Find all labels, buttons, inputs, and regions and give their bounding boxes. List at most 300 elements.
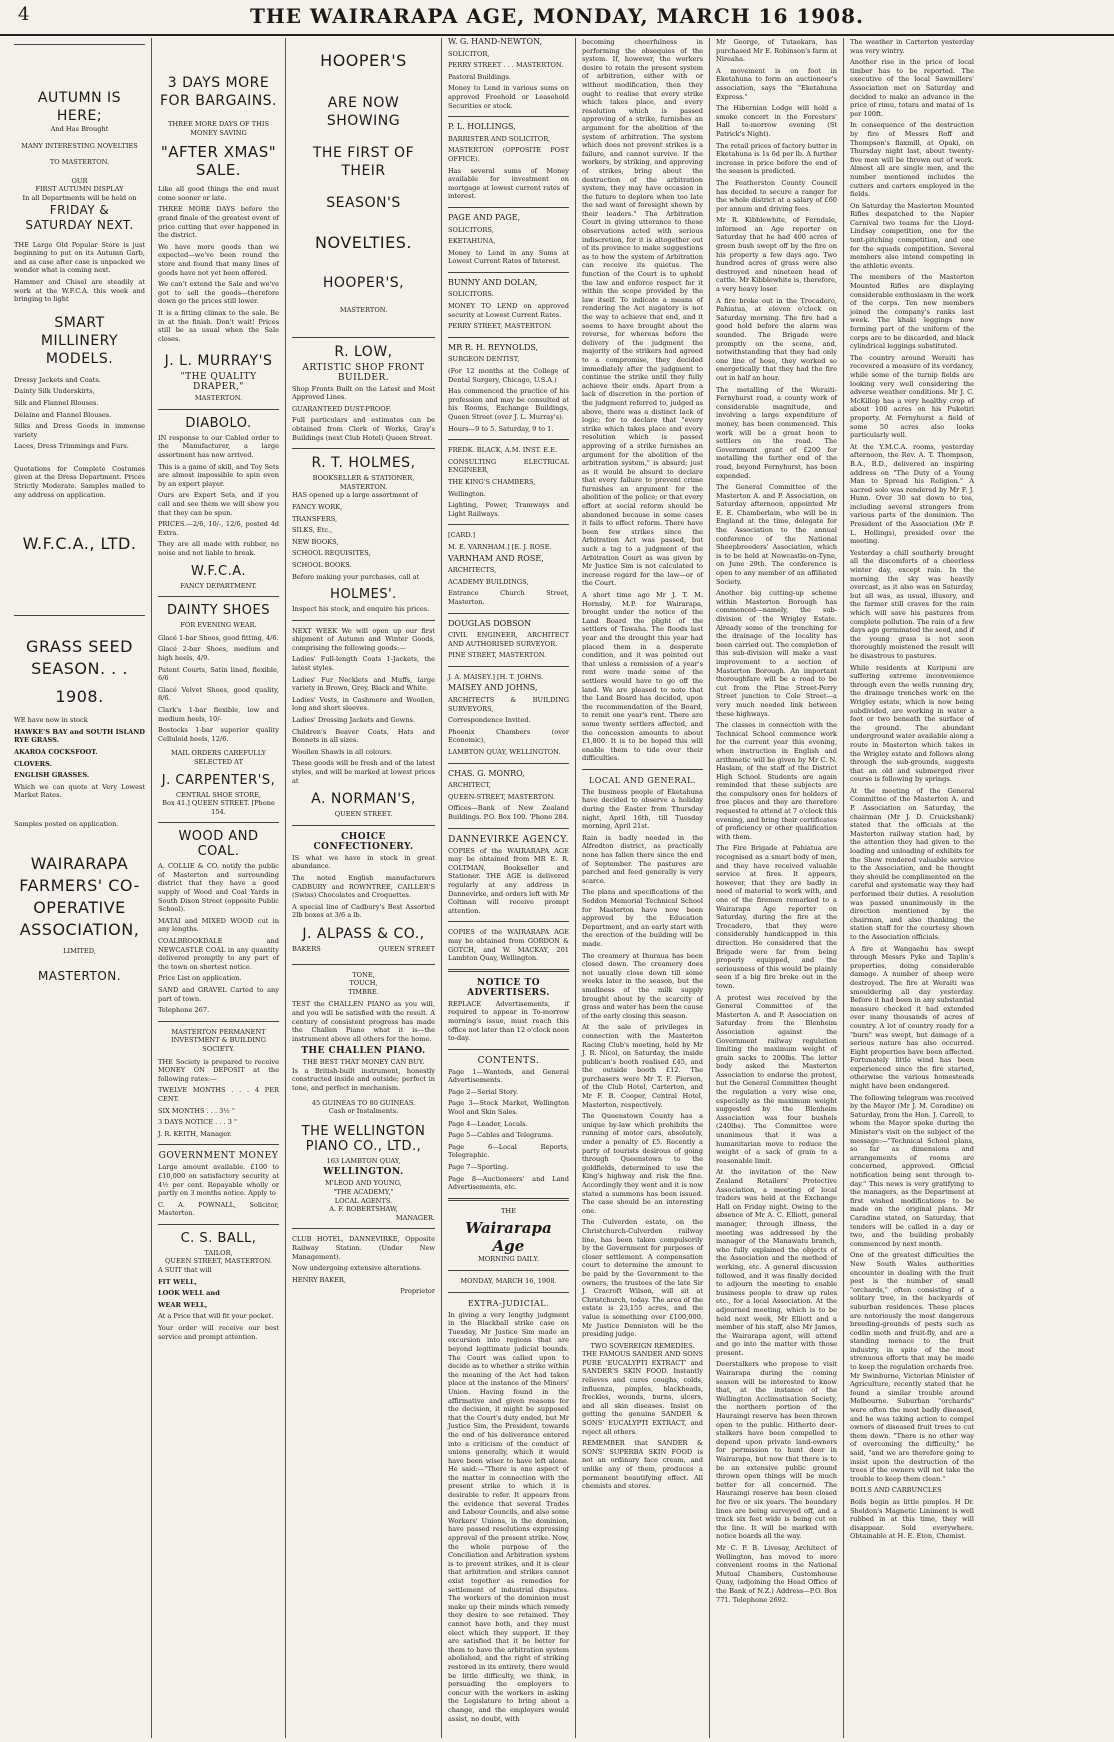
locals-text <box>582 788 703 1339</box>
hoopers-footer: HOOPER'S, <box>322 275 405 291</box>
sale-text <box>158 185 279 343</box>
wood-coal-text <box>158 862 279 1015</box>
text-block: At the sale of privileges in connection with the Masterton Racing Club's meeting, held by Mr J. R. Nicol, on Saturday, the inside publican's booth realised £45, and the outside booth £12. The purchasers were Mr T. F. Pierson, of the Club Hotel, Carterton, and Mr F. B. Cooper, Central Hotel, Masterton, respectively. <box>582 1023 703 1109</box>
text-block: Another rise in the price of local timber has to be reported. The executive of the local Sawmillers' Association met on Saturday and decided to make an advance in the price of rimu, totara and matai of 1s per 100ft. <box>850 58 974 118</box>
text-block: GUARANTEED DUST-PROOF. <box>292 404 392 413</box>
column-4 <box>442 38 576 1738</box>
text-block: Rain is badly needed in the Alfredton district, as practically none has fallen there since the end of September. The pastures are parched and feed generally is very scarce. <box>582 833 703 885</box>
text-block: CLUB HOTEL, DANNEVIRKE, Opposite Railway Station. (Under New Management). <box>292 1235 435 1261</box>
professional-cards <box>448 38 569 822</box>
text-block: Silk and Flannel Blouses. <box>14 398 99 407</box>
text-block: PERRY STREET . . . MASTERTON. <box>448 61 564 70</box>
tone: TONE, <box>352 970 375 979</box>
text-block: Telephone 267. <box>158 1006 210 1015</box>
three-days-heading: 3 DAYS MORE FOR BARGAINS. <box>159 75 278 109</box>
norman-street: QUEEN STREET. <box>334 810 393 819</box>
text-block: VARNHAM AND ROSE, <box>448 553 544 563</box>
text-block: In giving a very lengthy judgment in the Blackball strike case on Tuesday, Mr Justice Sim made an excursion into regions that are beyond legitimate judicial bounds. The Court was called upon to decide as to whether a strike within the meaning of the Act had taken place at the instance of the Miners' Union. Having found in the affirmative and given reasons for the decision, it might be supposed that the Court's duty ended, but Mr Justice Sim, the President, towards the end of his deliverance entered into a criticism of the conduct of unions generally, which it would have been wiser to have left alone. He said:—"There is one aspect of the matter in connection with the present strike to which it is desirable to refer. It appears from the evidence that several Trades and Labour Councils, and also some Workers' Unions, in the dominion, have passed resolutions expressing approval of the present strike. Now, the whole purpose of the Conciliation and Arbitration system is to prevent strikes, and it is clear that arbitration and strikes cannot exist together as remedies for settlement of industrial disputes. The workers of the dominion must make up their minds which remedy they desire to see retained. They cannot have both, and they must elect which they support. If they are satisfied that it be better for them to have the arbitration system abolished, and the right of striking restored in its entirety, there would be little difficulty, we think, in persuading the employers to concur with the workers in asking the Legislature to bring about a change, and the employers would assist, no doubt, with <box>448 1310 569 1723</box>
display-days: In all Departments will be held on <box>22 193 137 202</box>
locals-col7 <box>850 38 974 1541</box>
text-block: Page 1—Wanteds, and General Advertisements. <box>448 1067 569 1085</box>
text-block: BARRISTER AND SOLICITOR, <box>448 134 551 143</box>
fancy-dept: FANCY DEPARTMENT. <box>180 581 257 590</box>
notice-advertisers: NOTICE TO ADVERTISERS. <box>467 977 550 998</box>
wellington-piano: THE WELLINGTON PIANO CO., LTD., <box>301 1123 426 1154</box>
friday-saturday: FRIDAY & SATURDAY NEXT. <box>25 202 134 232</box>
text-block: The Culverden estate, on the Christchurch-Culverden railway line, has been taken compulsorily by the Government for purposes of closer settlement. A compensation court to determine the amount to be paid by the Government to the owners, the trustees of the late Sir J. Cracroft Wilson, will sit at Christchurch, today. The area of the estate is 23,155 acres, and the value is something over £100,000. Mr Justice Denniston will be the presiding judge. <box>582 1218 703 1339</box>
issue-date: MONDAY, MARCH 16, 1908. <box>460 1277 557 1285</box>
manager: MANAGER. <box>395 1213 435 1222</box>
text-block: (For 12 months at the College of Dental Surgery, Chicago, U.S.A.) <box>448 367 569 384</box>
text-block: While residents at Kuripuni are suffering extreme inconvenience through even the wells running dry, the drainage trenches work on the Wrigley estate, which is now being subdivided, are working in water a foot or two beneath the surface of the ground. The abundant underground water available along a route in Masterton which takes in the Wrigley estate and follows along through the sub-grounds, suggests that an old and submerged river course is following by springs. <box>850 663 974 784</box>
text-block: THE Society is prepared to receive MONEY ON DEPOSIT at the following rates:— <box>158 1057 279 1083</box>
text-block: The noted English manufacturers CADBURY and ROWNTREE, CAILLER'S (Swiss) Chocolates and Croquettes. <box>292 873 435 900</box>
text-block: QUEEN-STREET, MASTERTON. <box>448 792 556 801</box>
text-block: PERRY STREET, MASTERTON. <box>448 322 552 331</box>
text-block: It is a fitting climax to the sale. Be in at the finish. Don't wait! Prices still be as usual when the Sale closes. <box>158 308 279 343</box>
text-block: In consequence of the destruction by fire of Messrs Roff and Thompson's flaxmill, at Opaki, on Thursday night last, about twenty-five men will be thrown out of work. Almost all are single men, and the number mentioned includes the cutters and carters employed in the fields. <box>850 121 974 199</box>
text-block: Page 8—Auctioneers' and Land Advertisements, etc. <box>448 1174 569 1192</box>
text-block: The members of the Masterton Mounted Rifles are displaying considerable enthusiasm in the work of the corps. Ten new members joined the company's ranks last week. The khaki leggings now forming part of the uniform of the corps are to be discarded, and black cylindrical leggings substituted. <box>850 273 974 351</box>
r-low-text <box>292 385 435 443</box>
text-block: PRICES.—2/6, 10/-, 12/6, posted 4d Extra. <box>158 520 279 537</box>
carpenters: J. CARPENTER'S, <box>161 772 276 788</box>
society-text <box>158 1058 279 1139</box>
page-number: 4 <box>18 4 30 25</box>
text-block: IS what we have in stock in great abundance. <box>292 853 435 871</box>
text-block: The metalling of the Weraiti-Fernyhurst road, a county work of considerable magnitude, and involving a large expenditure of money, has been commenced. This work will be a great boon to settlers on the road. The Government grant of £200 for metalling the farther end of the road, beyond Fernyhurst, has been expended. <box>716 385 837 480</box>
text-block: Page 7—Sporting. <box>448 1163 509 1172</box>
grass-list <box>14 716 145 828</box>
text-block: P. L. HOLLINGS, <box>448 122 516 132</box>
text-block: The Hibernian Lodge will hold a smoke concert in the Foresters' Hall to-morrow evening (St Patrick's Night). <box>716 104 837 138</box>
text-block: Mr R. Kibblewhite, of Ferndale, informed an Age reporter on Saturday that he had 400 acres of green bush swept off by the fire on his property a few days ago. Two hundred acres of grass were also destroyed and nineteen head of cattle. Mr Kibblewhite is, therefore, a very heavy loser. <box>716 216 837 294</box>
text-block: A fire at Wangaehu has swept through Messrs Pyke and Taplin's properties, doing considerable damage. A number of sheep were destroyed. The fire at Weraiti was smouldering all day yesterday. Before it had been in any substantial measure checked it had extended over many thousands of acres of country. A lot of country ready for a "burn" was swept, but damage of a serious nature has also occurred. Eight properties have been affected. Fortunately little wind has been experienced since the fire started, otherwise the various homesteads might have been endangered. <box>850 944 974 1091</box>
text-block: Wellington. <box>448 489 486 498</box>
dainty-shoes: DAINTY SHOES <box>167 603 270 619</box>
text-block: The retail prices of factory butter in Eketahuna is 1s 6d per lb. A further increase in price before the end of the season is predicted. <box>716 141 837 176</box>
text-block: Patent Courts, Satin lined, flexible, 6/6 <box>158 665 279 683</box>
text-block: Ladies' Dressing Jackets and Gowns. <box>292 716 416 725</box>
robertshaw: A. F. ROBERTSHAW, <box>329 1205 398 1214</box>
text-block: Ladies' Vests, in Cashmere and Woollen, long and short sleeves. <box>292 695 435 713</box>
text-block: ACADEMY BUILDINGS, <box>448 577 529 586</box>
the-label: THE <box>501 1206 516 1215</box>
text-block: Which we can quote at Very Lowest Market Rates. <box>14 782 145 800</box>
text-block: FANCY WORK, <box>292 502 343 511</box>
column-3 <box>286 38 442 1738</box>
text-block: Money to Lend in various sums on approved Freehold or Leasehold Securities or stock. <box>448 84 569 110</box>
text-block: This is a game of skill, and Toy Sets are almost impossible to spin even by an expert player. <box>158 462 279 488</box>
novelties-line: MANY INTERESTING NOVELTIES <box>21 141 138 150</box>
text-block: The weather in Carterton yesterday was very wintry. <box>850 38 974 55</box>
challen-text <box>292 1000 435 1043</box>
text-block: A. COLLIE & CO. notify the public of Masterton and surrounding district that they have a good supply of Wood and Coal Yards in South Dixon Street (opposite Public School). <box>158 862 279 914</box>
wfca-ltd: W.F.C.A., LTD. <box>22 534 137 554</box>
text-block: COALBROOKDALE and NEWCASTLE COAL in any quantity delivered promptly to any part of the town on shortest notice. <box>158 937 279 971</box>
text-block: SOLICITORS, <box>448 225 494 234</box>
text-block: Ours are Expert Sets, and if you call and see them we will show you that they can be spun. <box>158 491 279 517</box>
text-block: M. E. VARNHAM.] [E. J. ROSE. <box>448 542 552 551</box>
text-block: The classes in connection with the Technical School commence work for the current year this evening, when instruction in English and arithmetic will be given by Mr C. N. Haslam, of the staff of the District High School. Students are again reminded that these subjects are the compulsory ones for holders of free places and they are therefore requested to attend at 7 o'clock this evening, and bring their certificates of proficiency or other qualification with them. <box>716 721 837 841</box>
column-1 <box>8 38 152 1738</box>
text-block: Samples posted on application. <box>14 820 119 828</box>
text-block: COPIES of the WAIRARAPA AGE may be obtained from MR E. R. COLTMAN, Bookseller and Stationer. THE AGE is delivered regularly at any address in Dannevirke, and orders left with Mr Coltman will receive prompt attention. <box>448 846 569 915</box>
jl-murrays: J. L. MURRAY'S <box>164 353 273 370</box>
text-block: SILKS, Etc., <box>292 526 333 535</box>
text-block: Correspondence Invited. <box>448 716 531 725</box>
text-block: TRANSFERS, <box>292 514 338 523</box>
remedies-text <box>582 1350 703 1491</box>
text-block: CHAS. G. MONRO, <box>448 768 525 778</box>
text-block: Glacé Velvet Shoes, good quality, 8/6. <box>158 685 279 703</box>
shoes-list <box>158 634 279 744</box>
a-normans: A. NORMAN'S, <box>311 791 416 808</box>
text-block: A short time ago Mr J. T. M. Hornsby, M.P. for Wairarapa, brought under the notice of the Land Board the plight of the settlers of Tawaha. The floods last year and the drought this year had placed them in a desperate condition, and it was pointed out that unless a remission of a year's rent were made some of the settlers would have to go off the land. We are pleased to note that the Land Board has decided, upon the recommendation of the Board, to remit one year's rent. There are some twenty settlers affected, and the concession amounts to about £1,800. It is to be hoped this will enable them to tide over their difficulties. <box>582 591 703 763</box>
text-block: Inspect his stock, and enquire his prices. <box>292 605 430 614</box>
text-block: Page 3—Stock Market, Wellington Wool and Skin Sales. <box>448 1099 569 1117</box>
text-block: LAMBTON QUAY, WELLINGTON. <box>448 748 561 757</box>
extra-judicial-heading: EXTRA-JUDICIAL. <box>467 1298 550 1308</box>
text-block: THE FAMOUS SANDER AND SONS PURE 'EUCALYPTI EXTRACT' and SANDER'S SKIN FOOD. Instantly relieves and cures coughs, colds, influenza, pimples, blackheads, freckles, wounds, burns, ulcers, and all skin diseases. Insist on getting the genuine SANDER & SONS' EUCALYPTI EXTRACT, and reject all others. <box>582 1350 703 1436</box>
bookseller: BOOKSELLER & STATIONER, <box>312 474 415 483</box>
text-block: Before making your purchases, call at <box>292 572 420 581</box>
diabolo-text <box>158 434 279 558</box>
text-block: QUEEN STREET <box>378 944 435 953</box>
holmes-inspect <box>292 605 435 614</box>
holmes-text <box>292 491 435 581</box>
text-block: ARCHITECTS, <box>448 566 497 575</box>
text-block: At the invitation of the New Zealand Retailers' Protective Association, a meeting of local traders was held at the Exchange Hall on Friday night. Owing to the absence of Mr A. C. Elliott, general manager, through illness, the meeting was addressed by the manager of the Manawatu branch, who fully explained the objects of the Association and the method of working, etc. A general discussion followed, and it was finally decided to adjourn the meeting to enable business people to draw up rules etc., for a local Association. At the adjourned meeting, which is to be held next week, Mr Elliott and a member of his staff, also Mr James, the Wairarapa agent, will attend and go into the matter with those present. <box>716 1168 837 1357</box>
text-block: Like all good things the end must come sooner or late. <box>158 185 279 202</box>
text-block: IN response to our Cabled order to the Manufacturer, a large assortment has now arrived. <box>158 433 279 460</box>
ball-text <box>158 1266 279 1341</box>
wfca-fancy: W.F.C.A. <box>190 563 247 579</box>
millinery-list <box>14 376 145 451</box>
local-agents: LOCAL AGENTS. <box>334 1196 393 1205</box>
text-block: Woollen Shawls in all colours. <box>292 747 392 756</box>
wairarapa-age-logo: Wairarapa Age <box>465 1219 552 1256</box>
text-block: Boils begin as little pimples. H Dr. Sheldon's Magnetic Liniment is well rubbed in at this time, they will disappear. Sold everywhere. Obtainable at H. E. Eton, Chemist. <box>850 1497 974 1541</box>
column-6 <box>710 38 844 1738</box>
text-block: One of the greatest difficulties the New South Wales authorities encounter in dealing with the fruit pest is the number of small "orchards," often consisting of a solitary tree, in the backyards of suburban residences. These places are notoriously the most dangerous breeding-grounds of pests such as codlin moth and fruit-fly, and are a standing menace to the fruit industry, in spite of the most strenuous efforts that may be made to keep the regulation orchards free. Mr Swinburne, Victorian Minister of Agriculture, recently stated that he found a similar trouble around Melbourne. Suburban "orchards" were often the most badly diseased, and he was taking action to compel owners of diseased fruit trees to cut them down. "There is no other way of overcoming the difficulty," he said, "and we are therefore going to insist upon the destruction of the trees if the owners will not take the trouble to keep them clean." <box>850 1251 974 1483</box>
text-block: CLOVERS. <box>14 759 52 768</box>
text-block: Another big cutting-up scheme within Masterton Borough has commenced—namely, the sub-division of the Wrigley Estate. Already some of the trenching for the drainage of the locality has been carried out. The completion of this sub-division will make a vast improvement to a section of Masterton Borough. An important thoroughfare will be a road to be cut from the Pine Street-Perry Street junction to Cole Street—a very much needed link between these highways. <box>716 589 837 718</box>
text-block: At the meeting of the General Committee of the Masterton A. and P. Association on Saturday, the chairman (Mr J. D. Cruickshank) stated that the officials at the Masterton railway station had, by the attention they had given to the loading and unloading of exhibits for the Show rendered valuable service to the Association, and he thought they should be complimented on the careful and systematic way they had performed their duties. A resolution was passed unanimously in the direction mentioned by the chairman, and also thanking the station staff for the courtesy shown to the Association officials. <box>850 786 974 941</box>
text-block: ARCHITECT, <box>448 781 491 790</box>
dannevirke-agency: DANNEVIRKE AGENCY. <box>448 834 569 845</box>
govt-money-text <box>158 1163 279 1218</box>
text-block: The creamery at Ihuraua has been closed down. The creamery does not usually close down till some weeks later in the season, but the smallness of the milk supply brought about by the scarcity of grass and water has been the cause of the early closing this season. <box>582 951 703 1020</box>
year-1908: 1908. <box>55 687 104 707</box>
govt-money: GOVERNMENT MONEY <box>158 1151 279 1162</box>
text-block: NEW BOOKS, <box>292 537 339 546</box>
text-block: C. A. POWNALL, Solicitor, Masterton. <box>158 1200 279 1218</box>
store-text <box>14 241 145 304</box>
column-5 <box>576 38 710 1738</box>
text-block: SIX MONTHS . . . 3½ " <box>158 1106 235 1115</box>
limited: LIMITED, <box>63 946 96 955</box>
wellington: WELLINGTON. <box>323 1167 404 1178</box>
text-block: SOLICITOR, <box>448 49 490 58</box>
text-block: The Fire Brigade at Pahiatua are recognised as a smart body of men, and they have received valuable service at fires. It appears, however, that they are badly in need of material to work with, and one of the firemen remarked to a Wairarapa Age reporter on Saturday, during the fire at the Trocadero, that they were considerably handicapped in this direction. He considered that the Brigade were far from being properly equipped, and the seriousness of this would be plainly seen if a big fire broke out in the town. <box>716 844 837 990</box>
text-block: WEAR WELL, <box>158 1300 208 1309</box>
timbre: TIMBRE. <box>348 987 379 996</box>
text-block: Delaine and Flannel Blouses. <box>14 410 112 419</box>
text-block: Silks and Dress Goods in immense variety <box>14 422 145 439</box>
local-general-heading: LOCAL AND GENERAL. <box>588 775 697 785</box>
text-block: CONSULTING ELECTRICAL ENGINEER, <box>448 457 569 475</box>
text-block: W. G. HAND-NEWTON, <box>448 38 543 46</box>
our-line: OUR <box>71 176 88 185</box>
text-block: EKETAHUNA, <box>448 237 496 246</box>
text-block: WE have now in stock <box>14 716 88 725</box>
building-society: MASTERTON PERMANENT INVESTMENT & BUILDING SOCIETY. <box>171 1027 266 1053</box>
text-block: 3 DAYS NOTICE . . . 3 " <box>158 1118 238 1127</box>
text-block: The business people of Eketahuna have decided to observe a holiday during the Easter from Thursday night, April 16th, till Tuesday morning, April 21st. <box>582 787 703 831</box>
text-block: Lighting, Power, Tramways and Light Railways. <box>448 501 569 518</box>
rt-holmes: R. T. HOLMES, <box>311 455 416 472</box>
cash-instalments: Cash or Instalments. <box>328 1107 399 1116</box>
text-block: THE KING'S CHAMBERS, <box>448 477 536 486</box>
text-block: A fire broke out in the Trocadero, Pahiatua, at eleven o'clock on Saturday morning. The fire had a good hold before the alarm was sounded. The Brigade were promptly on the scene, and, notwithstanding that they had only one line of hose, they worked so energetically that they had the fire out in half an hour. <box>716 296 837 382</box>
murray-masterton: MASTERTON. <box>194 394 243 403</box>
norman-text <box>292 627 435 786</box>
text-block: Mr George, of Tutaekara, has purchased Mr E. Robinson's farm at Nireaha. <box>716 38 837 64</box>
text-block: These goods will be fresh and of the latest styles, and will be marked at lowest prices at <box>292 759 435 785</box>
text-block: Is a British-built instrument, honestly constructed inside and outside; perfect in tone, and perfect in mechanism. <box>292 1066 435 1093</box>
text-block: Entrance Church Street, Masterton. <box>448 589 569 606</box>
text-block: Quotations for Complete Costumes given at the Dress Department. Prices Strictly Moderate. Samples mailed to any address on application. <box>14 464 145 499</box>
text-block: Shop Fronts Built on the Latest and Most Approved Lines. <box>292 384 435 402</box>
newspaper-title: THE WAIRARAPA AGE, MONDAY, MARCH 16 1908. <box>250 4 864 28</box>
text-block: TEST the CHALLEN PIANO as you will, and you will be satisfied with the result. A century of consistent progress has made the Challen Piano what it is—the instrument above all others for the home. <box>292 1000 435 1043</box>
r-low: R. LOW, <box>334 343 393 360</box>
text-block: The plans and specifications of the Seddon Memorial Technical School for Masterton have now been approved by the Education Department, and an early start with the erection of the building will be made. <box>582 888 703 948</box>
text-block: CIVIL ENGINEER, ARCHITECT AND AUTHORISED SURVEYOR. <box>448 631 569 648</box>
text-block: HENRY BAKER, <box>292 1275 346 1284</box>
text-block: Your order will receive our best service and prompt attention. <box>158 1324 279 1341</box>
diabolo-heading: DIABOLO. <box>185 415 252 431</box>
text-block: The General Committee of the Masterton A. and P. Association, on Saturday afternoon, appointed Mr E. E. Chamberlain, who will be in England at the time, delegate for the Association to the annual conference of the National Sheepbreeders' Association, which is to be held at Newcastle-on-Tyne, on June 29th. The conference is open to any member of an affiliated Society. <box>716 483 837 586</box>
text-block: Price List on application. <box>158 974 242 983</box>
quotations-text <box>14 465 145 499</box>
text-block: Clark's 1-bar flexible, low and medium heels, 10/- <box>158 705 279 723</box>
text-block: On Saturday the Masterton Mounted Rifles despatched to the Napier Carnival two teams for the Lloyd-Lindsay competition, one for the tent-pitching competition, and one for the squads competition. Several members also intend competing in the athletic events. <box>850 201 974 270</box>
confectionery-text <box>292 854 435 920</box>
holmes-masterton: MASTERTON. <box>339 482 388 491</box>
text-block: MAISEY AND JOHNS, <box>448 683 538 693</box>
wood-coal: WOOD AND COAL. <box>178 829 259 860</box>
to-masterton: TO MASTERTON. <box>49 158 110 167</box>
text-block: Now undergoing extensive alterations. <box>292 1264 422 1273</box>
text-block: THREE MORE DAYS before the grand finale of the greatest event of price cutting that ever happened in the district. <box>158 205 279 240</box>
shop-front-builder: ARTISTIC SHOP FRONT BUILDER. <box>302 362 425 383</box>
text-block: HAS opened up a large assortment of <box>292 491 418 500</box>
text-block: Hours—9 to 5. Saturday, 9 to 1. <box>448 424 554 433</box>
text-block: Has several sums of Money available for investment on mortgage at lowest current rates of interest. <box>448 166 569 201</box>
text-block: A movement is on foot in Eketahuna to form an auctioneer's association, says the "Eketahuna Express." <box>716 66 837 101</box>
hoopers-masterton: MASTERTON. <box>339 306 388 314</box>
text-block: Has commenced the practice of his profession and may be consulted at his Rooms, Exchange Buildings, Queen Street (over J. L. Murray's). <box>448 387 569 421</box>
contents-list <box>448 1068 569 1192</box>
holmes-footer: HOLMES'. <box>330 587 397 603</box>
text-block: Page 2—Serial Story. <box>448 1087 519 1096</box>
challen-piano: THE CHALLEN PIANO. <box>301 1046 426 1057</box>
money-saving: THREE MORE DAYS OF THIS MONEY SAVING <box>168 120 269 137</box>
text-block: Ladies' Full-length Coats 1-Jackets, the latest styles. <box>292 655 435 673</box>
text-block: TWELVE MONTHS . . . 4 PER CENT. <box>158 1086 279 1103</box>
text-block: J. R. KEITH, Manager. <box>158 1129 232 1138</box>
confectionery: CHOICE CONFECTIONERY. <box>313 831 414 852</box>
text-block: REPLACE Advertisements, if required to appear in To-morrow morning's issue, must reach this office not later than 12 o'clock noon to-day. <box>448 999 569 1043</box>
text-block: Mr C. P. B. Livesay, Architect of Wellington, has moved to more convenient rooms in the National Mutual Chambers, Customhouse Quay, (adjoining the Head Office of the Bank of N.Z.) Address—P.O. Box 771. Telephone 2692. <box>716 1543 837 1604</box>
text-block: The following telegram was received by the Mayor (Mr J. M. Coradine) on Saturday, from the Hon. J. Carroll, to whom the Mayor spoke during the Minister's visit on the subject of the message:—"Technical School plans, so far as dimensions and arrangements of rooms are concerned, approved. Official notification being sent through to-day." This news is very gratifying to the managers, as the Department at first wished modifications to be made on the original plans. Mr Caradine stated, on Saturday, that tenders will be called in a day or two, and the building probably commenced by next month. <box>850 1093 974 1248</box>
now-showing: ARE NOW SHOWING <box>326 95 401 129</box>
shoe-address: Box 41.] QUEEN STREET. [Phone 154. <box>162 799 275 816</box>
text-block: THE Large Old Popular Store is just beginning to put on its Autumn Garb, and as case after case is unpacked we wonder what is coming next. <box>14 240 145 275</box>
text-block: The country around Weraiti has recovered a measure of its verdancy, while some of the turnip fields are looking very well considering the adverse weather conditions. Mr J. C. McKillop has a very healthy crop of about 100 acres on his Puketiri property. At Fernyhurst a field of some 50 acres also looks particularly well. <box>850 353 974 440</box>
text-block: At a Price that will fit your pocket. <box>158 1312 274 1321</box>
first-of-their: THE FIRST OF THEIR <box>312 145 415 179</box>
text-block: becoming cheerfulness in performing the obsequies of the system. If, however, the workers desire to retain the present system of arbitration, either with or without modification, then they ought to realise that every strike which takes place, and every resolution which is passed approving of a strike, furnishes an argument for the abolition of the system of arbitration. The system which does not prevent strikes is a failure, and cannot survive. If the workers, by striking, and approving of strikes, bring about the destruction of the arbitration system, they may have occasion in the future to deplore when too late the sad want of foresight shown by their leaders." The Arbitration Court in giving utterance to these observations acted with serious indiscretion, for it is altogether out of its province to make suggestions as to how the system of Arbitration can receive its quietus. The function of the Court is to uphold the law and enforce respect for it within the scope provided by the law itself. To indicate a means of rendering the Act nugatory is not the way to achieve that end, and it seems to have brought about the reverse, for whereas before the delivery of the judgment the majority of the strikers had agreed to a compromise, they decided immediately after the judgment to continue the strike until they fully achieve their ends. Apart from a lack of discretion in the portion of the judgment referred to, judged as above, there was a distinct lack of logic; for to declare that "every strike which takes place and every resolution which is passed approving of a strike furnishes an argument for the abolition of the arbitration system," is absurd; just as it would be absurd to declare that every failure to prevent crime furnishes an argument for the abolition of the police; or that every effort at social reform should be abandoned because in some cases it fails to effect reform. There have been few strikes since the Arbitration Act was passed, but such a tag to a judgment of the Arbitration Court as was given by Mr Justice Sim is not calculated to increase regard for the law—or of the Court. <box>582 38 703 588</box>
text-block: HAWKE'S BAY and SOUTH ISLAND RYE GRASS. <box>14 727 145 745</box>
text-block: A protest was received by the General Committee of the Masterton A. and P. Association on Saturday from the Blenheim Association against the Government railway regulation limiting the maximum weight of grain sacks to 200lbs. The letter body asked the Masterton Association to endorse the protest, but the General Committee thought the regulation a very wise one, especially as the maximum weight suggested by the Blenheim Association was four bushels (240lbs). The Committee were unanimous that it was a humanitarian move to reduce the weight of a sack of grain to a reasonable limit. <box>716 993 837 1165</box>
text-block: A SUIT that will <box>158 1266 212 1275</box>
text-block: Dressy Jackets and Coats. <box>14 375 101 384</box>
text-block: SOLICITORS. <box>448 290 494 299</box>
text-block: DOUGLAS DOBSON <box>448 618 532 628</box>
novelties: NOVELTIES. <box>315 233 412 252</box>
text-block: Bostocks 1-bar superior quality Celluloid heels, 12/6. <box>158 726 279 743</box>
cs-ball: C. S. BALL, <box>180 1230 257 1246</box>
text-block: They are all made with rubber, no noise and not liable to break. <box>158 540 279 557</box>
text-block: A special line of Cadbury's Best Assorted 2lb boxes at 3/6 a lb. <box>292 902 435 920</box>
text-block: The Queenstown County has a unique by-law which prohibits the running of motor cars, absolutely, under a penalty of £5. Recently a party of tourists desirous of going through Queenstown to the goldfields, determined to use the King's highway and risk the fine. Accordingly they went and it is now stated a summons has been issued. The case should be an interesting one. <box>582 1112 703 1215</box>
leader-continued <box>582 38 703 763</box>
text-block: SAND and GRAVEL Carted to any part of town. <box>158 986 279 1003</box>
text-block: Page 6—Local Reports, Telegraphic. <box>448 1142 569 1160</box>
first-display: FIRST AUTUMN DISPLAY <box>35 185 124 194</box>
text-block: Phoenix Chambers (over Economic), <box>448 727 569 745</box>
contents-heading: CONTENTS. <box>477 1055 540 1066</box>
text-block: PAGE AND PAGE, <box>448 212 521 222</box>
text-block: ARCHITECTS & BUILDING SURVEYORS, <box>448 696 569 713</box>
alpass-line <box>292 945 435 954</box>
text-block: PINE STREET, MASTERTON. <box>448 651 547 660</box>
seasons: SEASON'S <box>326 195 401 211</box>
text-block: Glacé 2-bar Shoes, medium and high heels, 4/9. <box>158 645 279 662</box>
text-block: ENGLISH GRASSES. <box>14 771 90 780</box>
masterton-footer: MASTERTON. <box>37 969 122 984</box>
morning-daily: MORNING DAILY. <box>478 1255 539 1264</box>
text-block: Children's Beaver Coats, Hats and Bonnets in all sizes. <box>292 727 435 745</box>
farmers-coop: WAIRARAPA FARMERS' CO-OPERATIVE ASSOCIATION, <box>19 853 140 939</box>
text-block: REMEMBER that SANDER & SONS' SUPERBA SKIN FOOD is not an ordinary face cream, and unlike any of them, produces a permanent beautifying effect. All chemists and stores. <box>582 1439 703 1491</box>
text-block: We can't extend the Sale and we've got to sell the goods—therefore down go the prices still lower. <box>158 280 279 306</box>
text-block: SCHOOL BOOKS. <box>292 560 352 569</box>
quality-draper: "THE QUALITY DRAPER," <box>180 372 257 393</box>
text-block: [CARD.] <box>448 531 476 540</box>
shoe-store: CENTRAL SHOE STORE, <box>175 790 261 799</box>
text-block: At the Y.M.C.A. rooms, yesterday afternoon, the Rev. A. T. Thompson, B.A., B.D., delivered an inspiring address on "The Duty of a Young Man to Spread his Religion." A sacred solo was rendered by Mr F. J. Hunn. Over 30 sat down to tea, including several strangers from various parts of the dominion. The President of the Association (Mr P. L. Hollings), presided over the meeting. <box>850 442 974 546</box>
text-block: SCHOOL REQUISITES, <box>292 549 371 558</box>
agency-text <box>448 847 569 963</box>
column-2 <box>152 38 286 1738</box>
text-block: Money to Lend in any Sums at Lowest Current Rates of Interest. <box>448 248 569 266</box>
the-academy: "THE ACADEMY," <box>333 1188 394 1197</box>
text-block: Dainty Silk Underskirts, <box>14 387 95 396</box>
club-hotel <box>292 1235 435 1296</box>
text-block: Ladies' Fur Necklets and Muffs, large variety in Brown, Grey, Black and White. <box>292 675 435 693</box>
best-money: THE BEST THAT MONEY CAN BUY. <box>302 1058 425 1067</box>
text-block: We have more goods than we expected—we've been round the store and found that many lines of goods have not yet been offered. <box>158 242 279 277</box>
text-block: BAKERS <box>292 944 321 953</box>
autumn-sub: And Has Brought <box>50 125 109 133</box>
text-block: SURGEON DENTIST, <box>448 355 520 364</box>
after-xmas-sale: "AFTER XMAS" SALE. <box>160 143 277 180</box>
text-block: Proprietor <box>400 1287 435 1296</box>
text-block: Full particulars and estimates can be obtained from Clerk of Works, Gray's Buildings (next Club Hotel) Queen Street. <box>292 416 435 442</box>
mail-orders: MAIL ORDERS CAREFULLY SELECTED AT <box>170 749 267 766</box>
text-block: Hammer and Chisel are steadily at work at the W.F.C.A. this week and bringing to light <box>14 277 145 304</box>
column-7 <box>844 38 980 1738</box>
evening-wear: FOR EVENING WEAR. <box>180 621 257 630</box>
notice-text <box>448 1000 569 1043</box>
ball-address: QUEEN STREET, MASTERTON. <box>165 1257 272 1266</box>
text-block: MONEY TO LEND on approved security at Lowest Current Rates. <box>448 302 569 319</box>
text-block: BUNNY AND DOLAN, <box>448 277 538 287</box>
text-block: MATAI and MIXED WOOD cut in any lengths. <box>158 916 279 934</box>
locals-continued <box>716 38 837 1604</box>
british-built <box>292 1067 435 1093</box>
millinery-heading: SMART MILLINERY MODELS. <box>40 314 119 367</box>
masthead <box>0 0 1114 36</box>
text-block: MASTERTON (OPPOSITE POST OFFICE). <box>448 146 569 163</box>
text-block: Page 4—Leader, Locals. <box>448 1119 528 1128</box>
text-block: Glacé 1-bar Shoes, good fitting, 4/6. <box>158 633 279 642</box>
text-block: Laces, Dress Trimmings and Furs. <box>14 442 129 451</box>
text-block: J. A. MAISEY.] [H. T. JOHNS. <box>448 672 544 681</box>
text-block: Yesterday a chill southerly brought all the discomforts of a cheerless winter day, except rain. In the morning the sky was heavily overcast, as it also was on Saturday, but all was, as usual, illusory, and the farmer still craves for the rain which will save his pastures from complete pollution. The rain of a few days ago germinated the seed, and if the young grass is not soon thoroughly moistened the result will be disastrous to pastures. <box>850 548 974 660</box>
text-block: Offices—Bank of New Zealand Buildings. P.O. Box 100. 'Phone 284. <box>448 804 569 821</box>
text-block: Pastoral Buildings. <box>448 72 511 81</box>
touch: TOUCH, <box>349 979 378 988</box>
extra-judicial-text <box>448 1311 569 1724</box>
text-block: LOOK WELL and <box>158 1289 220 1298</box>
tailor: TAILOR, <box>204 1248 233 1257</box>
text-block: COPIES of the WAIRARAPA AGE may be obtained from GORDON & GOTCH, and W. MACKAY, 201 Lambton Quay, Wellington. <box>448 928 569 963</box>
hoopers-heading: HOOPER'S <box>320 51 407 70</box>
guineas: 45 GUINEAS TO 80 GUINEAS. <box>311 1098 416 1107</box>
text-block: Page 5—Cables and Telegrams. <box>448 1131 554 1140</box>
autumn-heading: AUTUMN IS HERE; <box>37 90 122 124</box>
text-block: FIT WELL, <box>158 1277 197 1286</box>
lambton-quay: 163 LAMBTON QUAY, <box>326 1156 401 1165</box>
text-block: MR R. H. REYNOLDS, <box>448 342 539 352</box>
text-block: FREDK. BLACK, A.M. INST. E.E. <box>448 446 558 455</box>
text-block: AKAROA COCKSFOOT. <box>14 748 98 757</box>
text-block: Large amount available. £100 to £10,000 on satisfactory security at 4½ per cent. Repayable wholly or partly on 3 months notice. Apply to <box>158 1163 279 1198</box>
text-block: NEXT WEEK We will open up our first shipment of Autumn and Winter Goods, comprising the following goods:— <box>292 626 435 652</box>
grass-seed-heading: GRASS SEED SEASON. . . <box>26 637 133 679</box>
text-block: The Featherston County Council has decided to secure a ranger for the whole district at a salary of £60 per annum and driving fees. <box>716 178 837 213</box>
j-alpass: J. ALPASS & CO., <box>302 925 425 942</box>
text-block: BOILS AND CARBUNCLES <box>850 1486 942 1495</box>
text-block: Deerstalkers who propose to visit Wairarapa during the coming season will be interested to know that, at the instance of the Wellington Acclimatisation Society, the northern portion of the Hauraingi reserve has been thrown open to the public. Hitherto deer-stalkers have been compelled to depend upon private land-owners for permission to hunt deer in Wairarapa, but now that there is to be an extensive public ground thrown open things will be much better for all concerned. The Hauraingi reserve has been closed for five or six years. The boundary lines are being surveyed off, and a track six feet wide is being cut on the line. It will be marked with notice boards all the way. <box>716 1360 837 1541</box>
sovereign-remedies: TWO SOVEREIGN REMEDIES. <box>590 1341 695 1350</box>
mcleod-young: M'LEOD AND YOUNG, <box>325 1179 402 1188</box>
